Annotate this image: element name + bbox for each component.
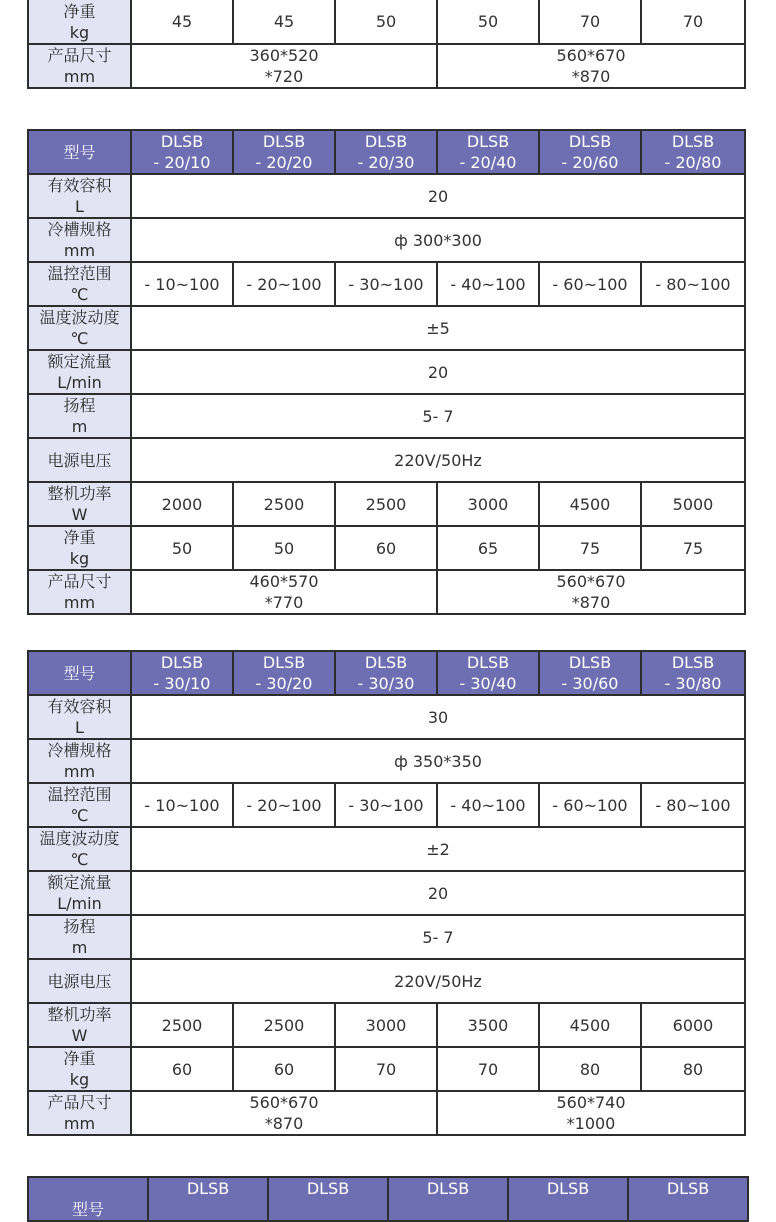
cell-value: 3000 (437, 482, 539, 526)
model-header: DLSB (268, 1177, 388, 1221)
row-label: 产品尺寸 mm (28, 570, 131, 614)
row-label: 产品尺寸 mm (28, 44, 131, 88)
model-header: DLSB (508, 1177, 628, 1221)
row-label: 额定流量 L/min (28, 871, 131, 915)
cell-value: - 30~100 (335, 262, 437, 306)
cell-value: 4500 (539, 1003, 641, 1047)
cell-value: - 30~100 (335, 783, 437, 827)
cell-value: - 60~100 (539, 262, 641, 306)
row-bath-size (28, 739, 745, 783)
cell-merged-value: 560*670 *870 (131, 1091, 437, 1135)
cell-value: 60 (233, 1047, 335, 1091)
row-label: 温度波动度 ℃ (28, 827, 131, 871)
row-dimensions (28, 44, 745, 88)
cell-merged-value: 360*520 *720 (131, 44, 437, 88)
cell-value: 6000 (641, 1003, 745, 1047)
row-label: 净重 kg (28, 0, 131, 44)
row-label: 整机功率 W (28, 1003, 131, 1047)
cell-merged-value: 560*670 *870 (437, 570, 745, 614)
cell-value: 70 (539, 0, 641, 44)
model-header: DLSB - 30/10 (131, 651, 233, 695)
row-voltage (28, 438, 745, 482)
cell-value: 80 (539, 1047, 641, 1091)
row-label: 电源电压 (28, 438, 131, 482)
row-label: 整机功率 W (28, 482, 131, 526)
cell-value: 80 (641, 1047, 745, 1091)
header-label: 型号 (28, 651, 131, 695)
cell-span-value: ф 300*300 (131, 218, 745, 262)
cell-span-value: 5- 7 (131, 915, 745, 959)
row-label: 扬程 m (28, 394, 131, 438)
row-head (28, 394, 745, 438)
model-header: DLSB - 30/30 (335, 651, 437, 695)
cell-merged-value: 560*670 *870 (437, 44, 745, 88)
row-net-weight (28, 1047, 745, 1091)
model-header: DLSB - 30/40 (437, 651, 539, 695)
cell-value: - 80~100 (641, 262, 745, 306)
model-header: DLSB - 20/30 (335, 130, 437, 174)
row-head (28, 915, 745, 959)
cell-value: 50 (437, 0, 539, 44)
cell-value: 4500 (539, 482, 641, 526)
cell-merged-value: 560*740 *1000 (437, 1091, 745, 1135)
cell-value: 3000 (335, 1003, 437, 1047)
row-dimensions (28, 1091, 745, 1135)
row-temp-range (28, 262, 745, 306)
cell-span-value: ±5 (131, 306, 745, 350)
spec-table-3 (27, 650, 746, 1136)
row-label: 电源电压 (28, 959, 131, 1003)
row-label: 有效容积 L (28, 695, 131, 739)
row-label: 温控范围 ℃ (28, 783, 131, 827)
cell-span-value: 5- 7 (131, 394, 745, 438)
cell-value: - 20~100 (233, 783, 335, 827)
row-flow-rate (28, 871, 745, 915)
model-header: DLSB - 20/80 (641, 130, 745, 174)
cell-value: 50 (233, 526, 335, 570)
header-row (28, 1177, 748, 1221)
row-label: 有效容积 L (28, 174, 131, 218)
row-label: 产品尺寸 mm (28, 1091, 131, 1135)
cell-value: 45 (233, 0, 335, 44)
row-label: 冷槽规格 mm (28, 739, 131, 783)
cell-value: 45 (131, 0, 233, 44)
cell-value: 50 (131, 526, 233, 570)
model-header: DLSB (148, 1177, 268, 1221)
row-capacity (28, 174, 745, 218)
cell-span-value: ф 350*350 (131, 739, 745, 783)
row-temp-fluctuation (28, 827, 745, 871)
model-header: DLSB - 20/10 (131, 130, 233, 174)
model-header: DLSB - 20/60 (539, 130, 641, 174)
model-header: DLSB (628, 1177, 748, 1221)
cell-value: - 80~100 (641, 783, 745, 827)
row-net-weight (28, 526, 745, 570)
model-header: DLSB - 20/40 (437, 130, 539, 174)
row-power (28, 1003, 745, 1047)
row-label: 净重 kg (28, 1047, 131, 1091)
cell-span-value: 30 (131, 695, 745, 739)
cell-value: - 20~100 (233, 262, 335, 306)
cell-value: 70 (335, 1047, 437, 1091)
cell-value: - 10~100 (131, 262, 233, 306)
row-label: 冷槽规格 mm (28, 218, 131, 262)
spec-table-1 (27, 0, 746, 89)
cell-span-value: 20 (131, 174, 745, 218)
cell-value: - 40~100 (437, 783, 539, 827)
cell-value: 50 (335, 0, 437, 44)
row-flow-rate (28, 350, 745, 394)
row-voltage (28, 959, 745, 1003)
cell-span-value: 20 (131, 871, 745, 915)
model-header: DLSB - 30/60 (539, 651, 641, 695)
model-header: DLSB - 30/20 (233, 651, 335, 695)
cell-value: 2500 (335, 482, 437, 526)
cell-value: 2000 (131, 482, 233, 526)
row-label: 温度波动度 ℃ (28, 306, 131, 350)
header-label: 型号 (28, 1177, 148, 1221)
cell-span-value: 220V/50Hz (131, 438, 745, 482)
cell-span-value: 20 (131, 350, 745, 394)
row-capacity (28, 695, 745, 739)
spec-table-4 (27, 1176, 749, 1222)
header-row (28, 651, 745, 695)
cell-value: 60 (335, 526, 437, 570)
cell-value: - 60~100 (539, 783, 641, 827)
row-label: 扬程 m (28, 915, 131, 959)
cell-value: 5000 (641, 482, 745, 526)
cell-value: 70 (437, 1047, 539, 1091)
row-label: 净重 kg (28, 526, 131, 570)
row-temp-range (28, 783, 745, 827)
row-label: 温控范围 ℃ (28, 262, 131, 306)
cell-value: - 40~100 (437, 262, 539, 306)
cell-value: 75 (641, 526, 745, 570)
row-label: 额定流量 L/min (28, 350, 131, 394)
cell-value: 60 (131, 1047, 233, 1091)
cell-value: 3500 (437, 1003, 539, 1047)
row-power (28, 482, 745, 526)
row-net-weight (28, 0, 745, 44)
cell-value: 2500 (233, 1003, 335, 1047)
row-dimensions (28, 570, 745, 614)
spec-table-2 (27, 129, 746, 615)
cell-value: 65 (437, 526, 539, 570)
cell-value: 2500 (233, 482, 335, 526)
cell-value: - 10~100 (131, 783, 233, 827)
header-row (28, 130, 745, 174)
model-header: DLSB (388, 1177, 508, 1221)
cell-value: 70 (641, 0, 745, 44)
cell-span-value: ±2 (131, 827, 745, 871)
row-bath-size (28, 218, 745, 262)
cell-merged-value: 460*570 *770 (131, 570, 437, 614)
cell-span-value: 220V/50Hz (131, 959, 745, 1003)
model-header: DLSB - 20/20 (233, 130, 335, 174)
row-temp-fluctuation (28, 306, 745, 350)
cell-value: 75 (539, 526, 641, 570)
cell-value: 2500 (131, 1003, 233, 1047)
model-header: DLSB - 30/80 (641, 651, 745, 695)
header-label: 型号 (28, 130, 131, 174)
